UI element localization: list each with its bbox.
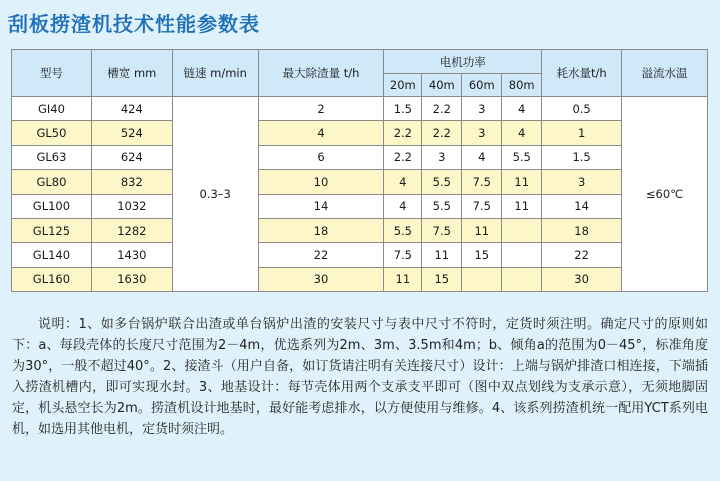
cell-capacity: 18 xyxy=(258,218,384,242)
cell-speed: 0.3–3 xyxy=(172,97,258,292)
cell-power-60m: 4 xyxy=(462,145,502,169)
cell-model: GL140 xyxy=(12,243,92,267)
cell-power-80m xyxy=(502,267,542,291)
cell-water: 0.5 xyxy=(542,97,622,121)
cell-model: GL160 xyxy=(12,267,92,291)
cell-power-80m: 5.5 xyxy=(502,145,542,169)
cell-model: GL100 xyxy=(12,194,92,218)
table-row xyxy=(12,145,708,169)
cell-model: GL125 xyxy=(12,218,92,242)
cell-water: 18 xyxy=(542,218,622,242)
spec-table xyxy=(11,49,708,292)
cell-power-40m: 5.5 xyxy=(422,194,462,218)
cell-power-80m: 4 xyxy=(502,97,542,121)
cell-width: 624 xyxy=(91,145,172,169)
cell-capacity: 2 xyxy=(258,97,384,121)
header-power-80m: 80m xyxy=(502,74,542,97)
page-title: 刮板捞渣机技术性能参数表 xyxy=(8,12,260,36)
header-power: 电机功率 xyxy=(384,50,542,74)
cell-power-20m: 2.2 xyxy=(384,121,422,145)
cell-water: 22 xyxy=(542,243,622,267)
cell-power-40m: 11 xyxy=(422,243,462,267)
cell-capacity: 22 xyxy=(258,243,384,267)
cell-power-40m: 2.2 xyxy=(422,97,462,121)
cell-water: 1 xyxy=(542,121,622,145)
cell-power-20m: 1.5 xyxy=(384,97,422,121)
header-power-20m: 20m xyxy=(384,74,422,97)
notes-paragraph: 说明：1、如多台锅炉联合出渣或单台锅炉出渣的安装尺寸与表中尺寸不符时，定货时须注明。确定尺寸的原则如下：a、每段壳体的长度尺寸范围为2－4m，优选系列为2m、3m、3.5m和4m；b、倾角a的范围为0－45°，标准角度为30°，一般不超过40°。2、接渣斗（用户自备，如订货请注明有关连接尺寸）设计：上端与锅炉排渣口相连接，下端插入捞渣机槽内，即可实现水封。3、地基设计：每节壳体用两个支承支平即可（图中双点划线为支承示意），无须地脚固定，机头悬空长为2m。捞渣机设计地基时，最好能考虑排水，以方便使用与维修。4、该系列捞渣机统一配用YCT系列电机，如选用其他电机，定货时须注明。 xyxy=(12,317,708,437)
cell-water: 3 xyxy=(542,170,622,194)
cell-power-60m xyxy=(462,267,502,291)
cell-width: 1282 xyxy=(91,218,172,242)
header-model: 型号 xyxy=(12,50,92,97)
header-temp: 溢流水温 xyxy=(622,50,708,97)
cell-power-60m: 11 xyxy=(462,218,502,242)
header-power-60m: 60m xyxy=(462,74,502,97)
cell-power-40m: 15 xyxy=(422,267,462,291)
cell-capacity: 6 xyxy=(258,145,384,169)
cell-water: 14 xyxy=(542,194,622,218)
cell-temp: ≤60℃ xyxy=(622,97,708,292)
cell-power-40m: 7.5 xyxy=(422,218,462,242)
cell-power-60m: 3 xyxy=(462,121,502,145)
cell-capacity: 4 xyxy=(258,121,384,145)
cell-model: GI40 xyxy=(12,97,92,121)
cell-capacity: 30 xyxy=(258,267,384,291)
cell-model: GL63 xyxy=(12,145,92,169)
cell-width: 524 xyxy=(91,121,172,145)
cell-power-80m xyxy=(502,218,542,242)
cell-power-40m: 5.5 xyxy=(422,170,462,194)
cell-width: 1630 xyxy=(91,267,172,291)
table-row xyxy=(12,243,708,267)
table-row xyxy=(12,170,708,194)
cell-power-40m: 2.2 xyxy=(422,121,462,145)
table-row xyxy=(12,97,708,121)
cell-power-60m: 7.5 xyxy=(462,194,502,218)
cell-power-20m: 7.5 xyxy=(384,243,422,267)
cell-power-20m: 11 xyxy=(384,267,422,291)
cell-power-80m: 4 xyxy=(502,121,542,145)
cell-model: GL80 xyxy=(12,170,92,194)
cell-width: 1032 xyxy=(91,194,172,218)
cell-power-20m: 5.5 xyxy=(384,218,422,242)
cell-power-40m: 3 xyxy=(422,145,462,169)
cell-water: 30 xyxy=(542,267,622,291)
table-row xyxy=(12,218,708,242)
cell-power-80m: 11 xyxy=(502,194,542,218)
cell-power-60m: 7.5 xyxy=(462,170,502,194)
table-row xyxy=(12,121,708,145)
cell-capacity: 14 xyxy=(258,194,384,218)
header-water: 耗水量t/h xyxy=(542,50,622,97)
cell-width: 1430 xyxy=(91,243,172,267)
cell-power-60m: 3 xyxy=(462,97,502,121)
cell-width: 424 xyxy=(91,97,172,121)
header-capacity: 最大除渣量 t/h xyxy=(258,50,384,97)
cell-power-60m: 15 xyxy=(462,243,502,267)
cell-capacity: 10 xyxy=(258,170,384,194)
cell-power-80m xyxy=(502,243,542,267)
cell-width: 832 xyxy=(91,170,172,194)
cell-power-20m: 4 xyxy=(384,170,422,194)
header-speed: 链速 m/min xyxy=(172,50,258,97)
cell-water: 1.5 xyxy=(542,145,622,169)
cell-power-20m: 4 xyxy=(384,194,422,218)
cell-model: GL50 xyxy=(12,121,92,145)
header-width: 槽宽 mm xyxy=(91,50,172,97)
cell-power-20m: 2.2 xyxy=(384,145,422,169)
table-row xyxy=(12,267,708,291)
table-row xyxy=(12,194,708,218)
cell-power-80m: 11 xyxy=(502,170,542,194)
header-power-40m: 40m xyxy=(422,74,462,97)
